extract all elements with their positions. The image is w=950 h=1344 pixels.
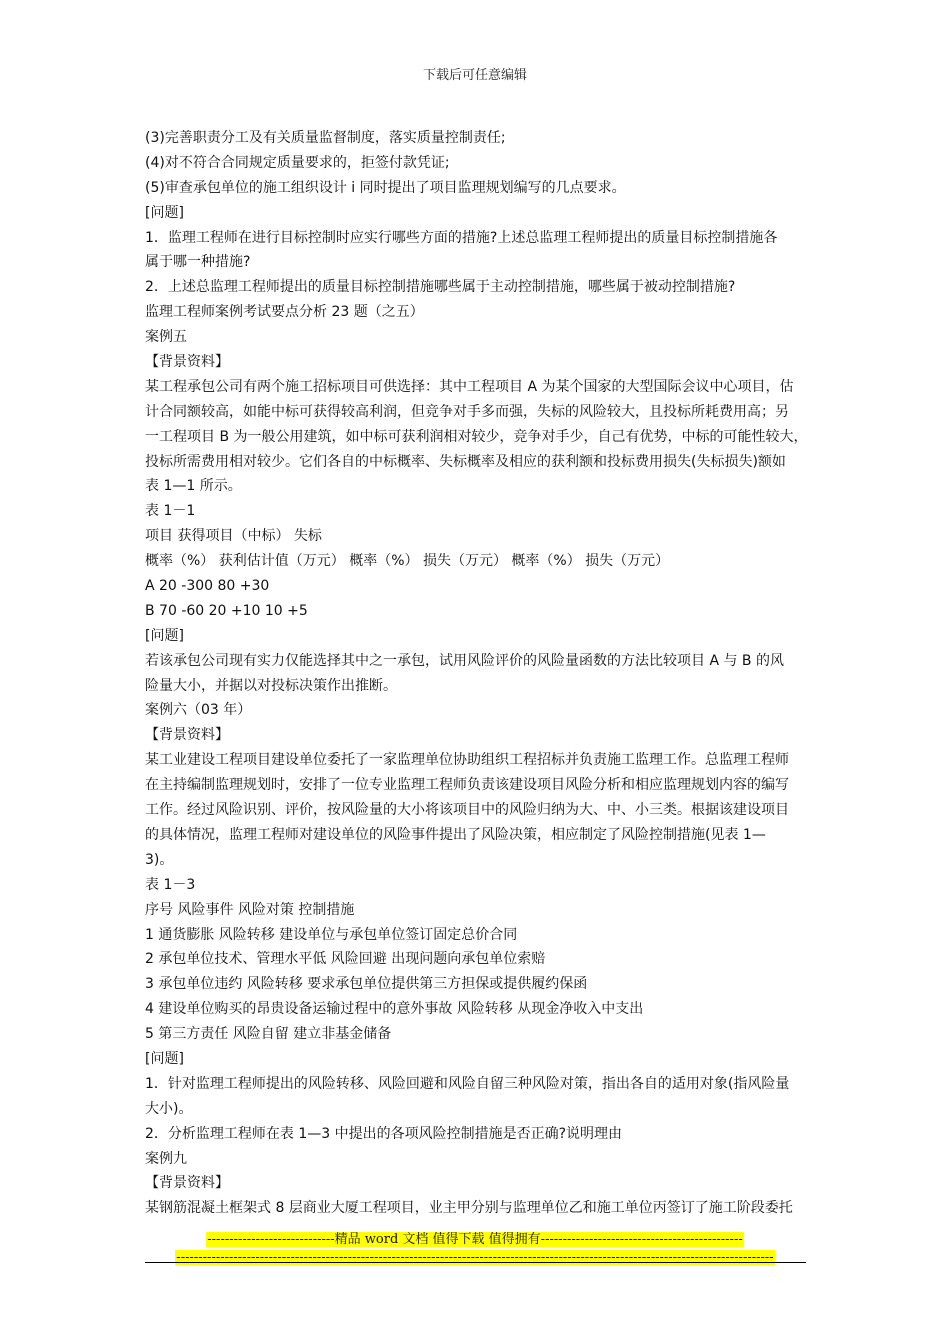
text-line: 案例九 bbox=[145, 1150, 187, 1167]
text-line: 项目 获得项目（中标） 失标 bbox=[145, 528, 322, 545]
text-line: 大小)。 bbox=[145, 1100, 193, 1117]
footer-highlight-text-1: -----------------------------精品 word 文档 值得下载 值得拥有---------------------------------------------- bbox=[207, 1232, 743, 1247]
text-line: 2．分析监理工程师在表 1—3 中提出的各项风险控制措施是否正确?说明理由 bbox=[145, 1125, 623, 1142]
text-line: (3)完善职责分工及有关质量监督制度，落实质量控制责任; bbox=[145, 130, 506, 146]
footer-banner-line-1 bbox=[0, 1228, 950, 1247]
text-line: 某工程承包公司有两个施工招标项目可供选择：其中工程项目 A 为某个国家的大型国际会议中心项目，估 bbox=[145, 378, 794, 395]
text-line: B 70 -60 20 +10 10 +5 bbox=[145, 602, 308, 619]
text-line: 若该承包公司现有实力仅能选择其中之一承包，试用风险评价的风险量函数的方法比较项目 A 与 B 的风 bbox=[145, 652, 784, 669]
text-line: 表 1－1 bbox=[145, 503, 196, 520]
text-line: 3)。 bbox=[145, 851, 174, 868]
text-line: 3 承包单位违约 风险转移 要求承包单位提供第三方担保或提供履约保函 bbox=[145, 976, 588, 993]
text-line: 某工业建设工程项目建设单位委托了一家监理单位协助组织工程招标并负责施工监理工作。总监理工程师 bbox=[145, 752, 789, 769]
text-line: 的具体情况，监理工程师对建设单位的风险事件提出了风险决策，相应制定了风险控制措施(见表 1— bbox=[145, 826, 766, 843]
text-line: 1．监理工程师在进行目标控制时应实行哪些方面的措施?上述总监理工程师提出的质量目标控制措施各 bbox=[145, 229, 778, 246]
text-line: 监理工程师案例考试要点分析 23 题（之五） bbox=[145, 304, 424, 321]
text-line: 5 第三方责任 风险自留 建立非基金储备 bbox=[145, 1026, 392, 1043]
text-line: [问题] bbox=[145, 1050, 184, 1067]
text-line: 2．上述总监理工程师提出的质量目标控制措施哪些属于主动控制措施，哪些属于被动控制措施? bbox=[145, 279, 736, 296]
text-line: [问题] bbox=[145, 627, 184, 644]
text-line: 1 通货膨胀 风险转移 建设单位与承包单位签订固定总价合同 bbox=[145, 926, 518, 943]
text-line: 【背景资料】 bbox=[145, 1175, 229, 1192]
document-body bbox=[145, 126, 817, 1221]
footer-highlight-text-2: ---------------------------------------------------------------------------------------------------------------------------------------- bbox=[176, 1250, 774, 1265]
text-line: 序号 风险事件 风险对策 控制措施 bbox=[145, 901, 355, 918]
text-line: 案例五 bbox=[145, 329, 187, 346]
text-line: 在主持编制监理规划时，安排了一位专业监理工程师负责该建设项目风险分析和相应监理规划内容的编写 bbox=[145, 777, 789, 794]
page-header: 下载后可任意编辑 bbox=[422, 68, 527, 83]
text-line: 某钢筋混凝土框架式 8 层商业大厦工程项目，业主甲分别与监理单位乙和施工单位丙签订了施工阶段委托 bbox=[145, 1200, 793, 1217]
text-line: 险量大小，并据以对投标决策作出推断。 bbox=[145, 677, 397, 694]
text-line: (5)审查承包单位的施工组织设计 i 同时提出了项目监理规划编写的几点要求。 bbox=[145, 179, 626, 196]
text-line: 概率（%） 获利估计值（万元） 概率（%） 损失（万元） 概率（%） 损失（万元） bbox=[145, 553, 670, 570]
text-line: 工作。经过风险识别、评价，按风险量的大小将该项目中的风险归纳为大、中、小三类。根据该建设项目 bbox=[145, 802, 789, 819]
text-line: 【背景资料】 bbox=[145, 354, 229, 371]
text-line: 2 承包单位技术、管理水平低 风险回避 出现问题向承包单位索赔 bbox=[145, 951, 546, 968]
text-line: 表 1—1 所示。 bbox=[145, 478, 242, 495]
text-line: 表 1－3 bbox=[145, 876, 196, 893]
text-line: A 20 -300 80 +30 bbox=[145, 578, 270, 595]
text-line: 属于哪一种措施? bbox=[145, 254, 251, 271]
text-line: 一工程项目 B 为一般公用建筑，如中标可获利润相对较少，竞争对手少，自己有优势，中标的可能性较大， bbox=[145, 428, 808, 445]
text-line: 4 建设单位购买的昂贵设备运输过程中的意外事故 风险转移 从现金净收入中支出 bbox=[145, 1001, 644, 1018]
text-line: 1．针对监理工程师提出的风险转移、风险回避和风险自留三种风险对策，指出各自的适用对象(指风险量 bbox=[145, 1075, 790, 1092]
text-line: 投标所需费用相对较少。它们各自的中标概率、失标概率及相应的获利额和投标费用损失(失标损失)额如 bbox=[145, 453, 786, 470]
text-line: 计合同额较高，如能中标可获得较高利润，但竞争对手多而强，失标的风险较大，且投标所耗费用高；另 bbox=[145, 403, 789, 420]
text-line: (4)对不符合合同规定质量要求的，拒签付款凭证; bbox=[145, 154, 450, 171]
text-line: 案例六（03 年） bbox=[145, 702, 252, 719]
footer-rule bbox=[145, 1262, 806, 1263]
text-line: [问题] bbox=[145, 204, 184, 221]
text-line: 【背景资料】 bbox=[145, 727, 229, 744]
